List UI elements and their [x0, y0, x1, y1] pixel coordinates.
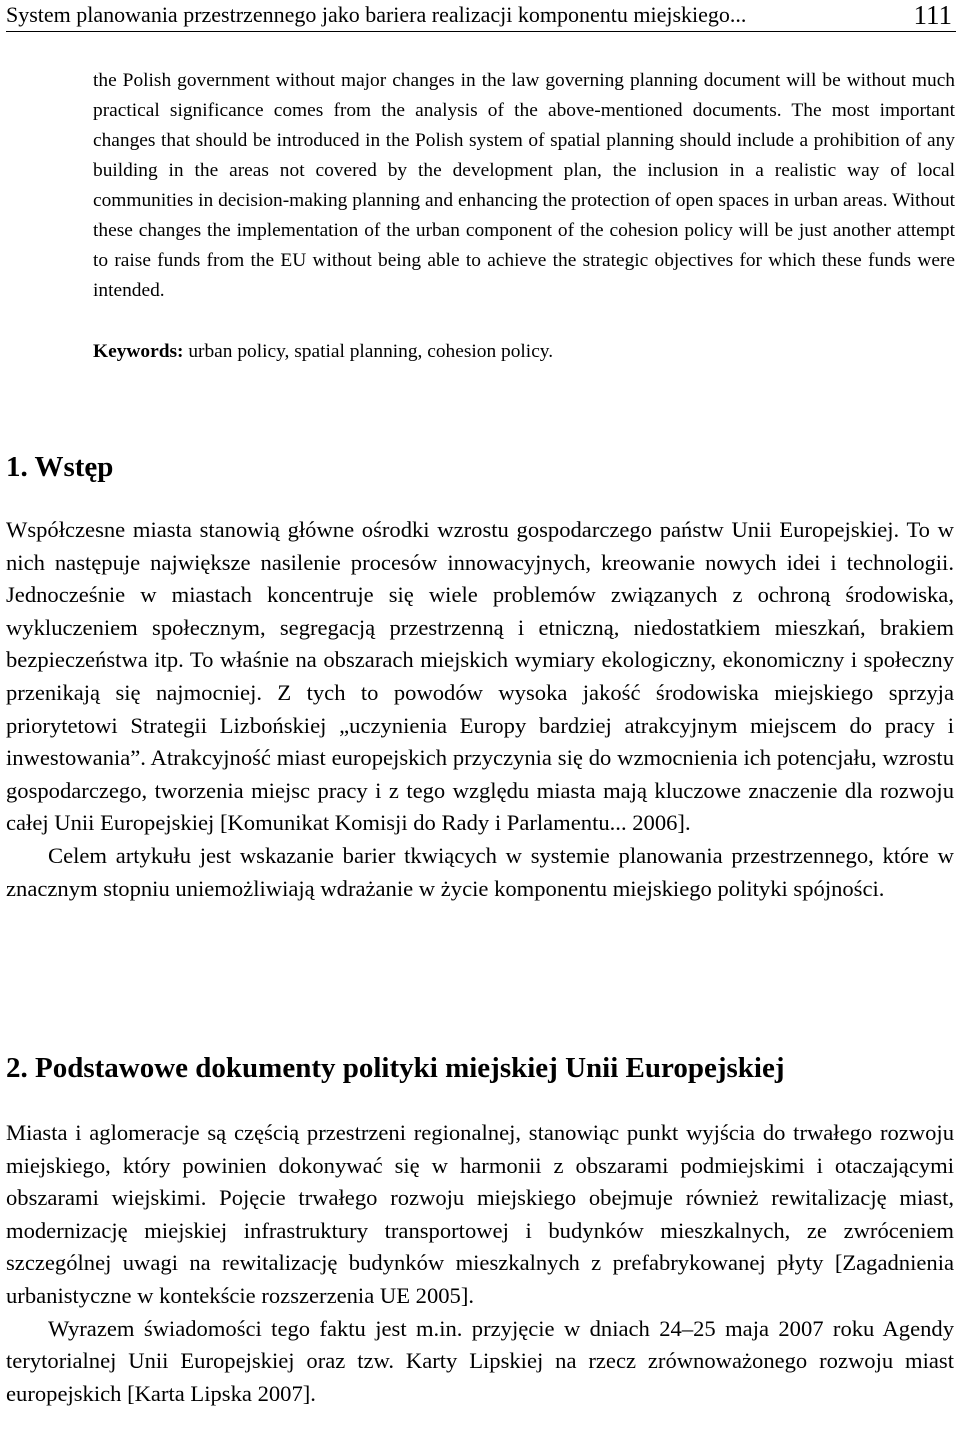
- running-title: System planowania przestrzennego jako bariera realizacji komponentu miejskiego...: [6, 2, 747, 27]
- keywords: [93, 337, 553, 367]
- keywords-label: Keywords:: [93, 341, 184, 362]
- paragraph: Wyrazem świadomości tego faktu jest m.in. przyjęcie w dniach 24–25 maja 2007 roku Agendy terytorialnej Unii Europejskiej oraz tzw. Karty Lipskiej na rzecz zrównoważonego rozwoju miast europejskich [Karta Lipska 2007].: [6, 1315, 954, 1406]
- abstract: [93, 66, 955, 306]
- paragraph: Celem artykułu jest wskazanie barier tkwiących w systemie planowania przestrzennego, które w znacznym stopniu uniemożliwiają wdrażanie w życie komponentu miejskiego polityki spójności.: [6, 842, 954, 901]
- paragraph: Miasta i aglomeracje są częścią przestrzeni regionalnej, stanowiąc punkt wyjścia do trwałego rozwoju miejskiego, który powinien dokonywać się w harmonii z obszarami podmiejskimi i otaczającymi obszarami wiejskimi. Pojęcie trwałego rozwoju miejskiego obejmuje również rewitalizację miast, modernizację miejskiej infrastruktury transportowej i budynków mieszkalnych, ze zwróceniem szczególnej uwagi na rewitalizację budynków mieszkalnych z prefabrykowanej płyty [Zagadnienia urbanistyczne w kontekście rozszerzenia UE 2005].: [6, 1120, 954, 1308]
- section-heading-1: 1. Wstęp: [6, 451, 114, 483]
- keywords-list: urban policy, spatial planning, cohesion policy.: [183, 341, 554, 362]
- abstract-text: the Polish government without major changes in the law governing planning document will be without much practical significance comes from the analysis of the above-mentioned documents. The most important changes that should be introduced in the Polish system of spatial planning should include a prohibition of any building in the areas not covered by the development plan, the inclusion in a realistic way of local communities in decision-making planning and enhancing the protection of open spaces in urban areas. Without these changes the implementation of the urban component of the cohesion policy will be just another attempt to raise funds from the EU without being able to achieve the strategic objectives for which these funds were intended.: [93, 70, 955, 301]
- section-1-body: [6, 514, 954, 905]
- running-header: [6, 0, 956, 32]
- page-number: 111: [913, 0, 952, 30]
- section-2-body: [6, 1117, 954, 1410]
- section-heading-2: 2. Podstawowe dokumenty polityki miejskiej Unii Europejskiej: [6, 1052, 785, 1084]
- paragraph: Współczesne miasta stanowią główne ośrodki wzrostu gospodarczego państw Unii Europejskiej. To w nich następuje największe nasilenie procesów innowacyjnych, kreowanie nowych idei i technologii. Jednocześnie w miastach koncentruje się wiele problemów związanych z ochroną środowiska, wykluczeniem społecznym, segregacją przestrzenną i etniczną, niedostatkiem mieszkań, brakiem bezpieczeństwa itp. To właśnie na obszarach miejskich wymiary ekologiczny, ekonomiczny i społeczny przenikają się najmocniej. Z tych to powodów wysoka jakość środowiska miejskiego sprzyja priorytetowi Strategii Lizbońskiej „uczynienia Europy bardziej atrakcyjnym miejscem do pracy i inwestowania”. Atrakcyjność miast europejskich przyczynia się do wzmocnienia ich potencjału, wzrostu gospodarczego, tworzenia miejsc pracy i z tego względu miasta mają kluczowe znaczenie dla rozwoju całej Unii Europejskiej [Komunikat Komisji do Rady i Parlamentu... 2006].: [6, 517, 954, 836]
